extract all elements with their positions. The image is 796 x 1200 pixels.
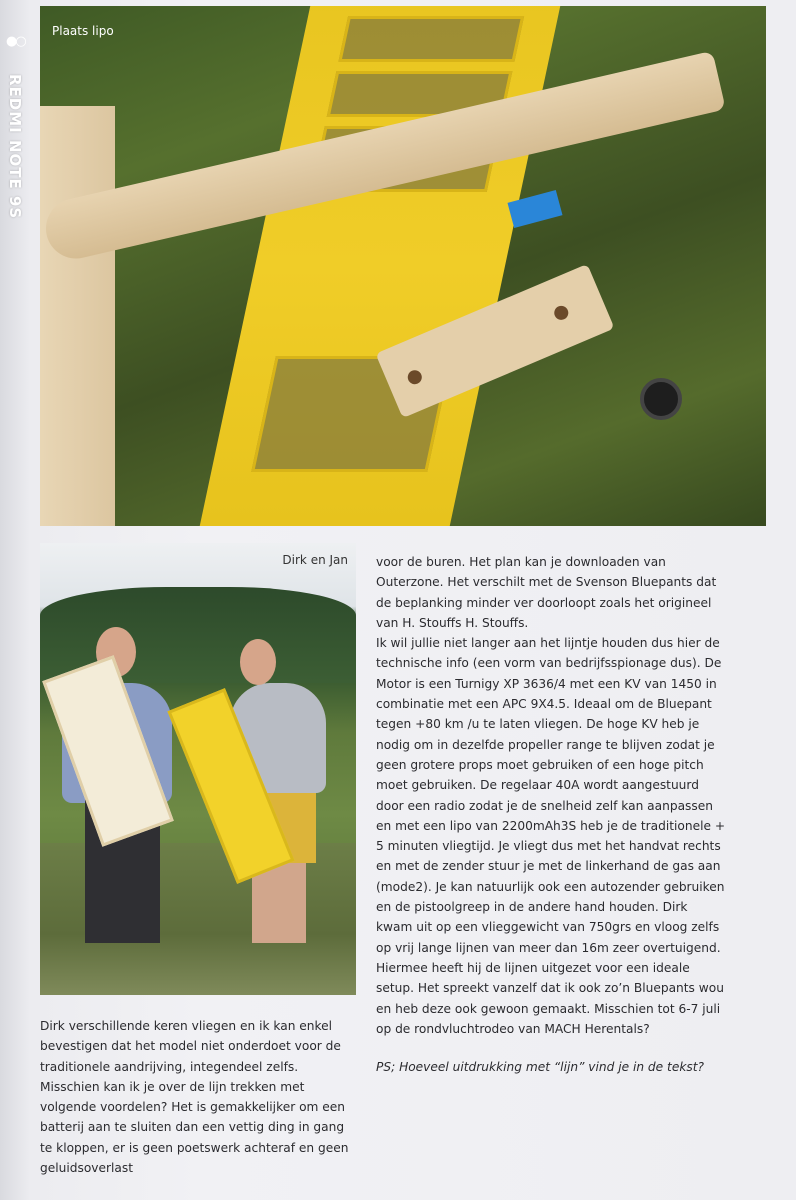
photo-dirk-en-jan xyxy=(40,543,356,995)
wing-cell xyxy=(338,16,524,62)
paragraph: Dirk verschillende keren vliegen en ik kan enkel bevestigen dat het model niet onderdoet voor de traditionele aandrijving, integendeel zelfs. Misschien kan ik je over de lijn trekken met volgende voordelen? Het is gemakkelijker om een batterij aan te sluiten dan een vettig ding in gang te kloppen, er is geen poetswerk achteraf en geen geluidsoverlast xyxy=(40,1019,349,1176)
article-left-column xyxy=(40,1016,356,1178)
hatch-hole xyxy=(552,304,570,322)
person-jan-legs xyxy=(252,863,306,943)
article-right-column xyxy=(376,552,726,1077)
hatch-hole xyxy=(406,368,424,386)
paragraph: Ik wil jullie niet langer aan het lijntje houden dus hier de technische info (een vorm van bedrijfsspionage dus). De Motor is een Turnigy XP 3636/4 met een KV van 1450 in combinatie met een APC 9X4.5. Ideaal om de Bluepant tegen +80 km /u te laten vliegen. De hoge KV heb je nodig om in dezelfde propeller range te blijven zodat je geen grotere props moet gebruiken of een hoge pitch moet gebruiken. De regelaar 40A wordt aangestuurd door een radio zodat je de snelheid zelf kan aanpassen en met een lipo van 2200mAh3S heb je de traditionele + 5 minuten vliegtijd. Je vliegt dus met het handvat rechts en met de zender stuur je met de linkerhand de gas aan (mode2). Je kan natuurlijk ook een autozender gebruiken en de pistoolgreep in de andere hand houden. Dirk kwam uit op een vlieggewicht van 750grs en vloog zelfs op vrij lange lijnen van meer dan 16m zeer overtuigend. Hiermee heeft hij de lijnen uitgezet voor een ideale setup. Het spreekt vanzelf dat ik ook zo’n Bluepants wou en heb deze ook gewoon gemaakt. Misschien tot 6-7 juli op de rondvluchtrodeo van MACH Herentals? xyxy=(376,636,726,1036)
photo-caption-top: Plaats lipo xyxy=(52,24,114,38)
postscript: PS; Hoeveel uitdrukking met “lijn” vind je in de tekst? xyxy=(376,1060,704,1075)
person-jan-head xyxy=(240,639,276,685)
phone-watermark xyxy=(2,30,28,260)
photo-plane-lipo xyxy=(40,6,766,526)
tail-surface xyxy=(40,106,115,526)
paragraph: voor de buren. Het plan kan je downloaden van Outerzone. Het verschilt met de Svenson Bluepants dat de beplanking minder ver doorloopt zoals het origineel van H. Stouffs H. Stouffs. xyxy=(376,555,717,630)
wheel xyxy=(640,378,682,420)
photo-caption-bottom: Dirk en Jan xyxy=(282,553,348,567)
watermark-text: REDMI NOTE 9S xyxy=(6,74,24,220)
watermark-dots: ●○ xyxy=(6,34,25,49)
yellow-wing xyxy=(195,6,564,526)
